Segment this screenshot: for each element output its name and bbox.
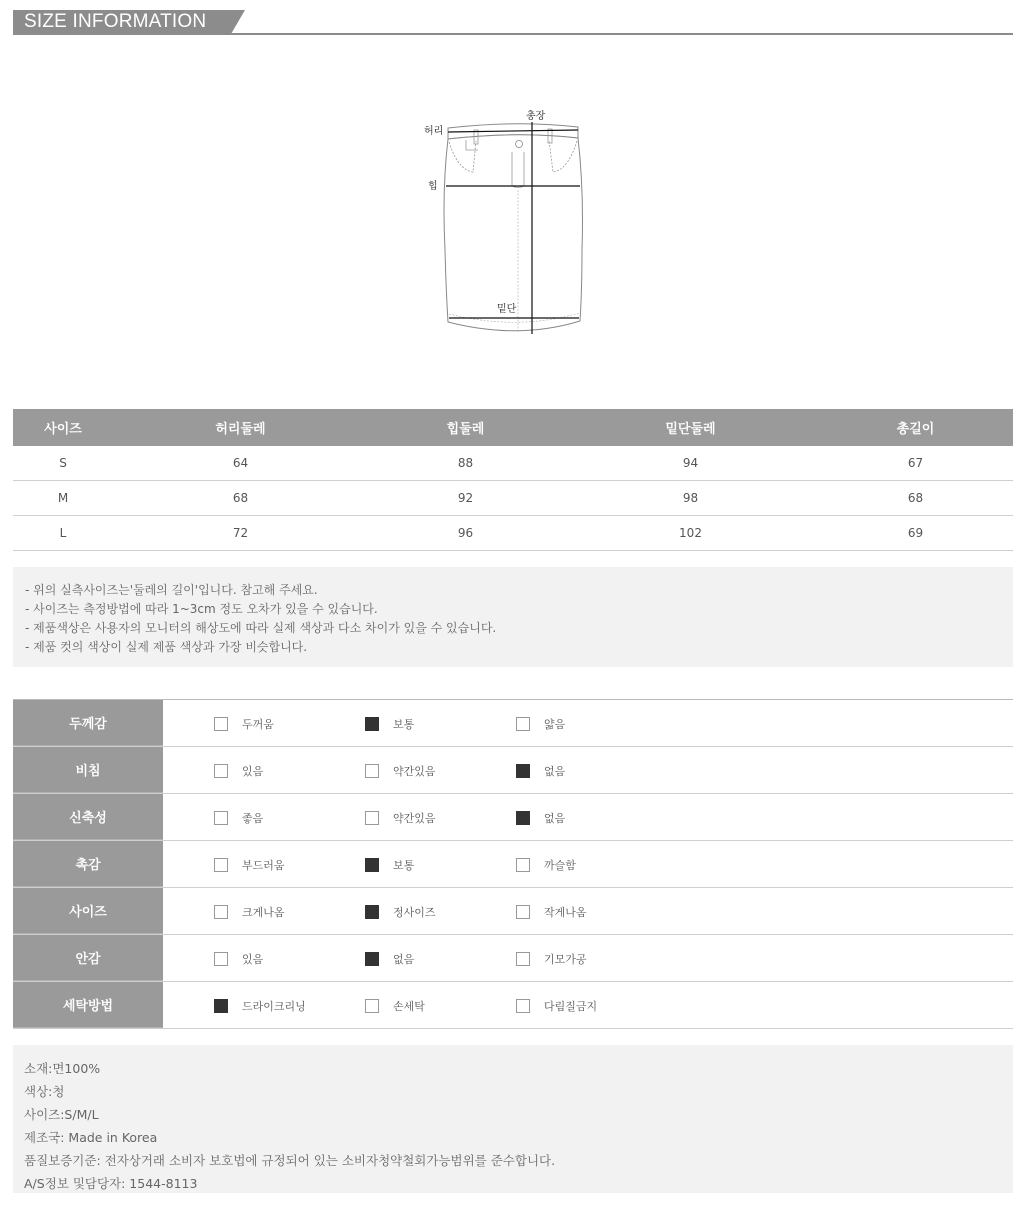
checked-box-icon [516, 811, 530, 825]
table-row [13, 446, 1013, 481]
waist-cell: 68 [232, 491, 249, 505]
size-notes [13, 567, 1013, 667]
empty-box-icon [516, 999, 530, 1013]
option-label: 두꺼움 [242, 718, 274, 731]
attribute-row [13, 935, 1013, 982]
attribute-option [365, 998, 425, 1014]
empty-box-icon [365, 764, 379, 778]
checked-box-icon [214, 999, 228, 1013]
hip-label: 힙 [428, 181, 438, 192]
empty-box-icon [365, 999, 379, 1013]
attribute-label: 촉감 [13, 841, 163, 887]
hip-cell: 96 [457, 526, 474, 540]
option-label: 다림질금지 [544, 1000, 598, 1013]
attribute-option [214, 998, 306, 1014]
attribute-options [163, 935, 1013, 981]
section-header [13, 10, 1013, 35]
header-size: 사이즈 [44, 422, 82, 437]
option-label: 얇음 [544, 718, 566, 731]
hem-cell: 98 [682, 491, 699, 505]
option-label: 약간있음 [393, 812, 436, 825]
hip-cell: 88 [457, 456, 474, 470]
size-table-header [13, 409, 1013, 446]
hem-label: 밑단 [497, 304, 517, 315]
empty-box-icon [214, 717, 228, 731]
checked-box-icon [365, 952, 379, 966]
empty-box-icon [214, 952, 228, 966]
empty-box-icon [214, 764, 228, 778]
option-label: 드라이크리닝 [242, 1000, 306, 1013]
empty-box-icon [214, 811, 228, 825]
attribute-label: 세탁방법 [13, 982, 163, 1028]
attribute-options [163, 888, 1013, 934]
note-line: - 위의 실측사이즈는'둘레의 길이'입니다. 참고해 주세요. [25, 583, 318, 597]
length-cell: 68 [907, 491, 924, 505]
checked-box-icon [365, 905, 379, 919]
empty-box-icon [516, 858, 530, 872]
option-label: 정사이즈 [393, 906, 436, 919]
attribute-label: 사이즈 [13, 888, 163, 934]
option-label: 기모가공 [544, 953, 587, 966]
attribute-options [163, 747, 1013, 793]
attribute-option [516, 951, 587, 967]
attribute-row [13, 982, 1013, 1029]
option-label: 약간있음 [393, 765, 436, 778]
table-row [13, 481, 1013, 516]
attribute-row [13, 700, 1013, 747]
length-cell: 67 [907, 456, 924, 470]
length-label: 총장 [526, 111, 546, 122]
info-as-contact: A/S정보 및담당자: 1544-8113 [24, 1176, 198, 1191]
size-table [13, 409, 1013, 551]
waist-cell: 72 [232, 526, 249, 540]
empty-box-icon [516, 717, 530, 731]
attribute-option [516, 857, 576, 873]
attribute-row [13, 747, 1013, 794]
attribute-label: 비침 [13, 747, 163, 793]
info-color: 색상:청 [24, 1084, 65, 1099]
attribute-option [516, 904, 587, 920]
checked-box-icon [365, 717, 379, 731]
size-cell: L [59, 526, 67, 540]
attribute-option [516, 763, 565, 779]
attribute-option [214, 763, 263, 779]
option-label: 없음 [544, 765, 566, 778]
option-label: 없음 [393, 953, 415, 966]
checked-box-icon [365, 858, 379, 872]
attribute-option [214, 951, 263, 967]
section-title: SIZE INFORMATION [13, 10, 231, 34]
attribute-label: 신축성 [13, 794, 163, 840]
attribute-option [365, 716, 414, 732]
attribute-option [365, 857, 414, 873]
attribute-row [13, 888, 1013, 935]
product-info [13, 1045, 1013, 1193]
header-waist: 허리둘레 [215, 422, 266, 437]
note-line: - 제품색상은 사용자의 모니터의 해상도에 따라 실제 색상과 다소 차이가 있을 수 있습니다. [25, 621, 497, 635]
option-label: 있음 [242, 765, 264, 778]
header-rule [13, 33, 1013, 35]
header-length: 총길이 [896, 422, 935, 437]
attribute-option [365, 951, 414, 967]
option-label: 부드러움 [242, 859, 285, 872]
attribute-label: 두께감 [13, 700, 163, 746]
hem-cell: 94 [682, 456, 699, 470]
option-label: 손세탁 [393, 1000, 425, 1013]
header-hem: 밑단둘레 [665, 422, 716, 437]
attribute-option [365, 904, 436, 920]
attribute-option [214, 904, 285, 920]
option-label: 작게나옴 [544, 906, 587, 919]
skirt-diagram [418, 100, 608, 345]
option-label: 있음 [242, 953, 264, 966]
info-material: 소재:면100% [24, 1061, 101, 1076]
attribute-option [516, 998, 597, 1014]
fabric-attributes-table [13, 699, 1013, 1029]
header-hip: 힙둘레 [446, 422, 485, 437]
attribute-option [516, 716, 565, 732]
checked-box-icon [516, 764, 530, 778]
empty-box-icon [214, 905, 228, 919]
length-cell: 69 [907, 526, 924, 540]
attribute-option [214, 857, 285, 873]
option-label: 좋음 [242, 812, 264, 825]
waist-cell: 64 [232, 456, 249, 470]
size-cell: M [57, 491, 69, 505]
empty-box-icon [516, 905, 530, 919]
option-label: 없음 [544, 812, 566, 825]
info-sizes: 사이즈:S/M/L [24, 1107, 99, 1122]
size-cell: S [59, 456, 67, 470]
empty-box-icon [516, 952, 530, 966]
option-label: 보통 [393, 859, 415, 872]
hip-cell: 92 [457, 491, 474, 505]
attribute-row [13, 841, 1013, 888]
table-row [13, 516, 1013, 551]
attribute-options [163, 700, 1013, 746]
note-line: - 제품 컷의 색상이 실제 제품 색상과 가장 비슷합니다. [25, 640, 308, 654]
attribute-option [365, 763, 436, 779]
attribute-option [214, 810, 263, 826]
attribute-row [13, 794, 1013, 841]
empty-box-icon [214, 858, 228, 872]
attribute-option [516, 810, 565, 826]
option-label: 보통 [393, 718, 415, 731]
attribute-option [365, 810, 436, 826]
option-label: 까슬함 [544, 859, 576, 872]
attribute-options [163, 794, 1013, 840]
option-label: 크게나옴 [242, 906, 285, 919]
note-line: - 사이즈는 측정방법에 따라 1~3cm 정도 오차가 있을 수 있습니다. [25, 602, 378, 616]
attribute-options [163, 982, 1013, 1028]
empty-box-icon [365, 811, 379, 825]
info-origin: 제조국: Made in Korea [24, 1130, 158, 1145]
attribute-option [214, 716, 274, 732]
attribute-label: 안감 [13, 935, 163, 981]
info-warranty: 품질보증기준: 전자상거래 소비자 보호법에 규정되어 있는 소비자청약철회가능범위를 준수합니다. [24, 1153, 556, 1168]
attribute-options [163, 841, 1013, 887]
hem-cell: 102 [679, 526, 702, 540]
waist-label: 허리 [424, 126, 444, 137]
